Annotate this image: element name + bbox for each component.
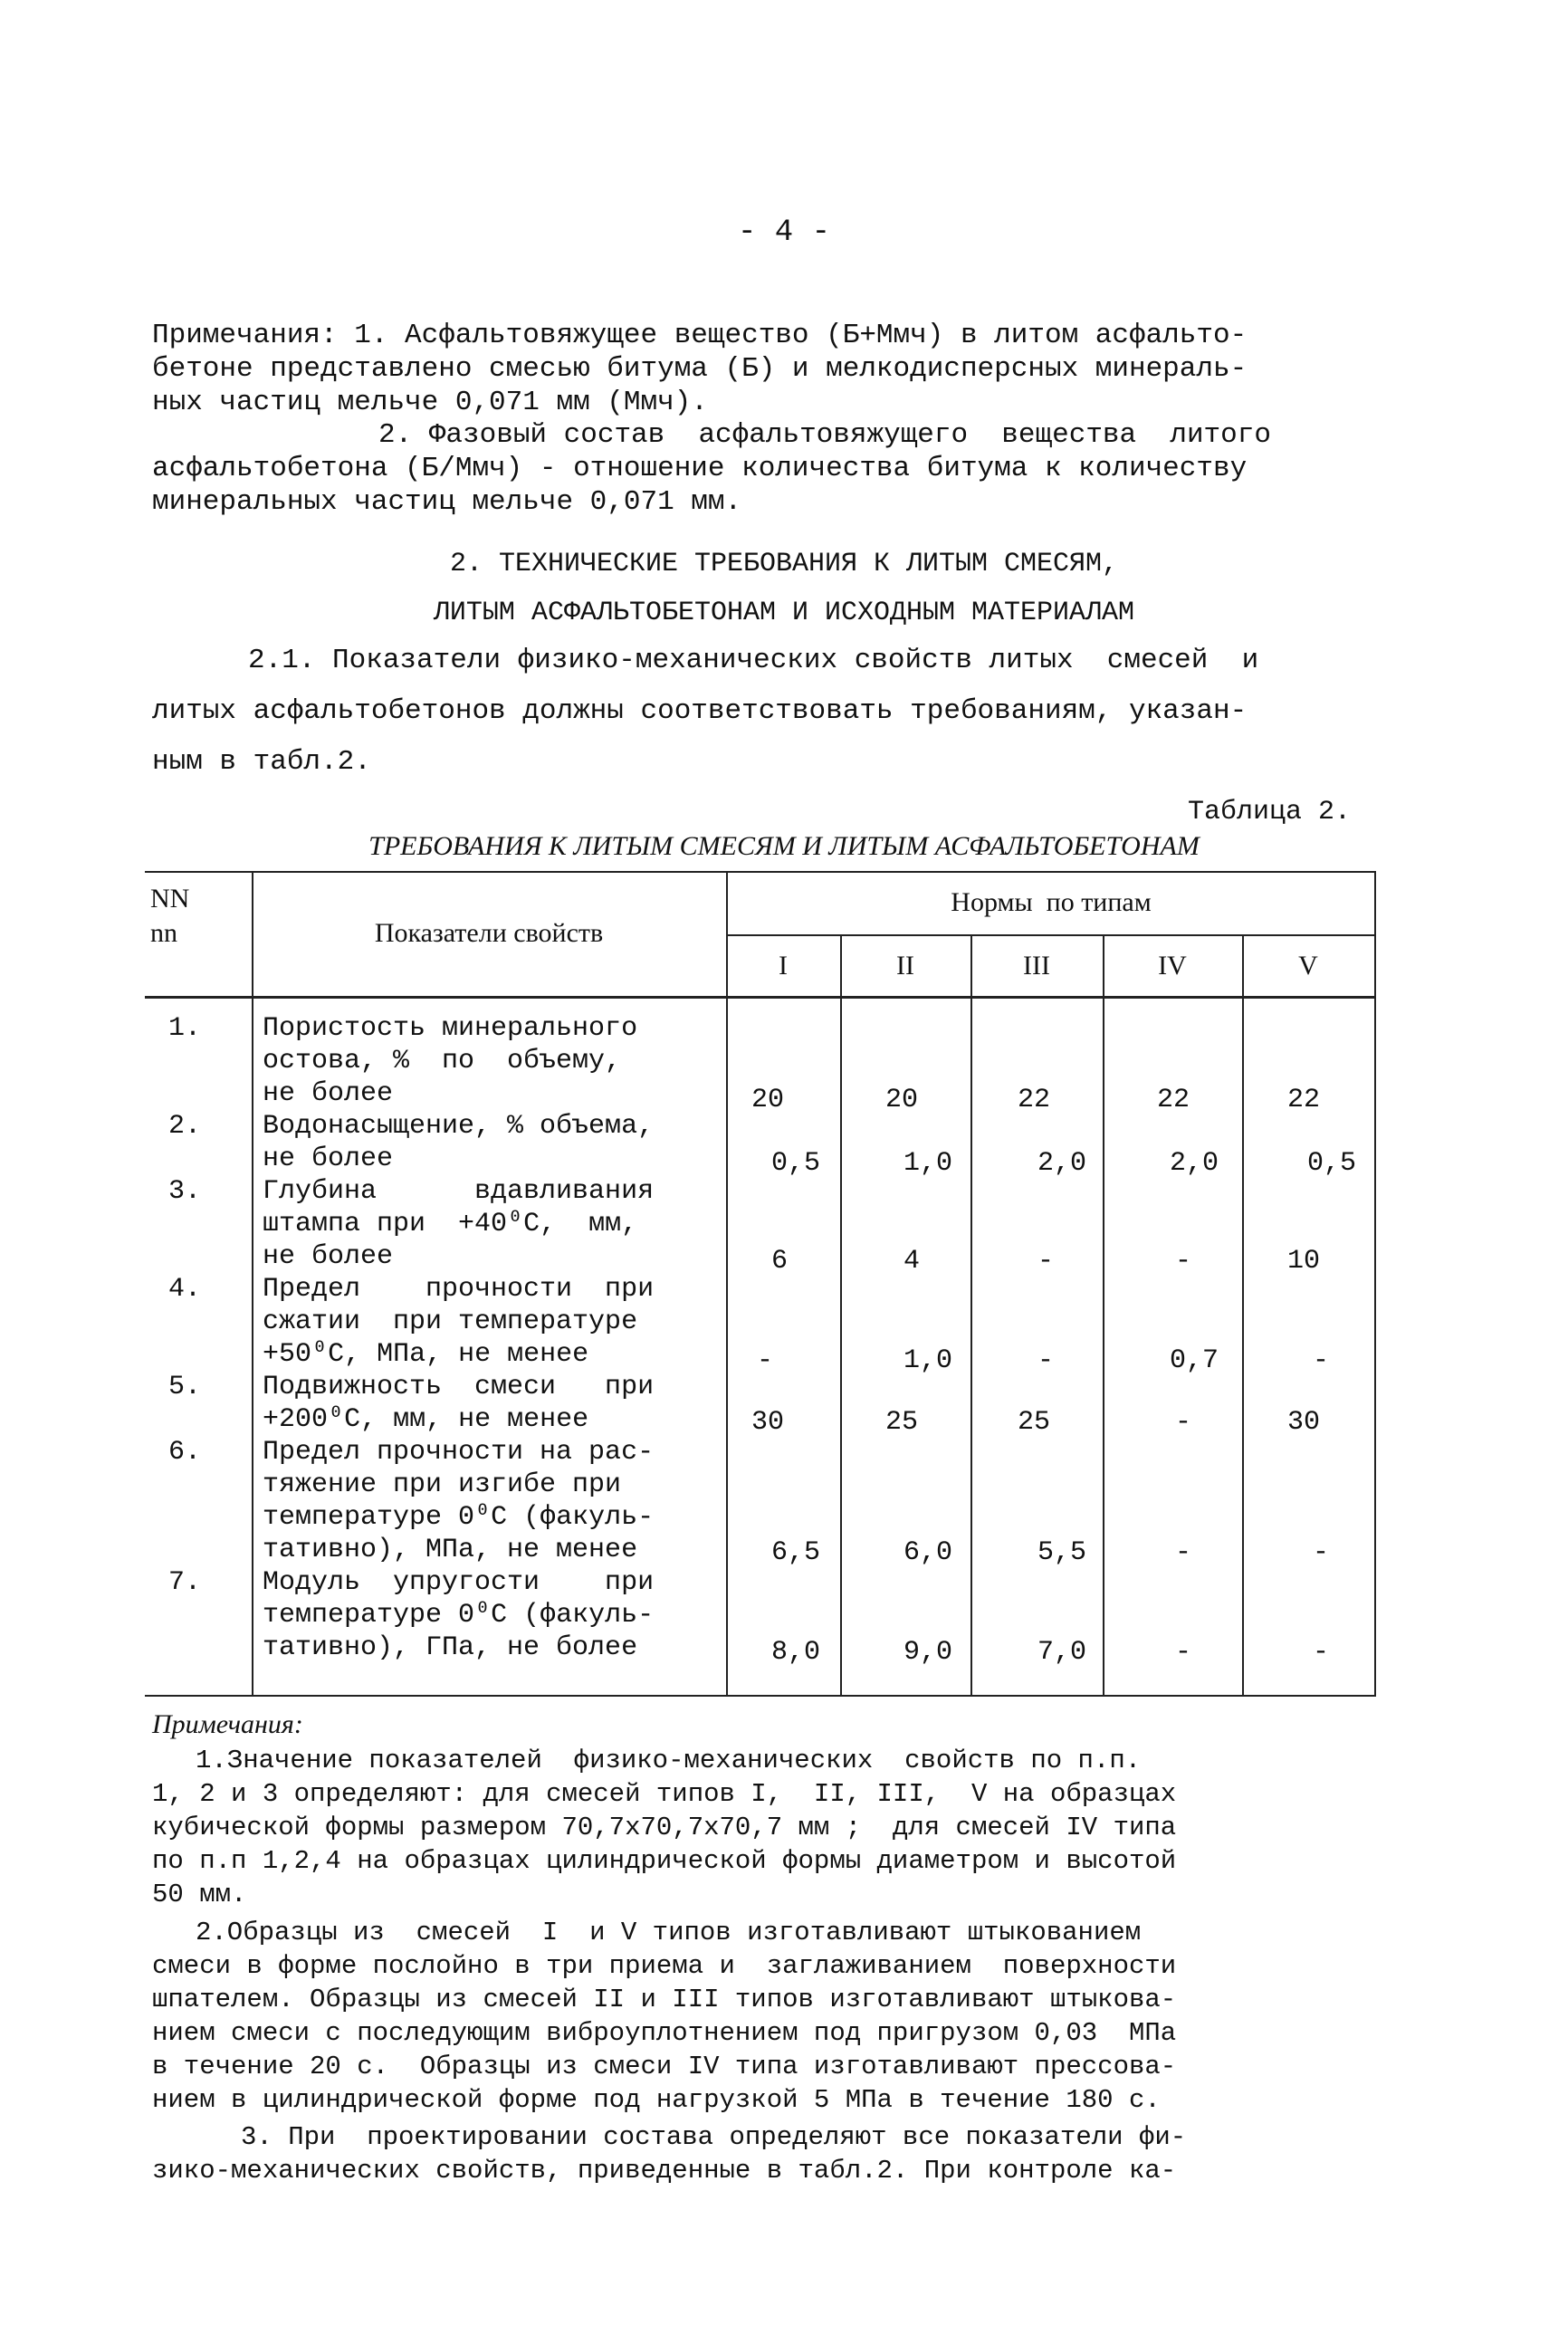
header-property: Показатели свойств: [374, 918, 604, 948]
row-property-line: Пористость минерального: [263, 1013, 638, 1044]
row-value: 30: [751, 1407, 785, 1438]
section-paragraph-line: 2.1. Показатели физико-механических свойств литых смесей и: [248, 645, 1259, 676]
table-rule: [970, 934, 972, 1697]
row-property-line: Модуль упругости при: [263, 1567, 655, 1598]
row-value: -: [1175, 1246, 1192, 1277]
table-note-line: шпателем. Образцы из смесей II и III типов изготавливают штыкова-: [152, 1985, 1177, 2014]
row-value: 7,0: [1037, 1637, 1087, 1668]
table-note-line: 2.Образцы из смесей I и V типов изготавливают штыкованием: [196, 1918, 1142, 1947]
table-note-line: 3. При проектировании состава определяют все показатели фи-: [241, 2122, 1187, 2152]
row-property-line: тативно), МПа, не менее: [263, 1535, 638, 1565]
row-value: -: [1313, 1637, 1330, 1668]
row-value: 1,0: [904, 1148, 953, 1179]
row-value: 6,0: [904, 1537, 953, 1568]
row-value: 20: [885, 1085, 919, 1115]
header-norms: Нормы по типам: [951, 887, 1152, 917]
header-type: III: [1023, 951, 1050, 981]
row-value: 25: [1018, 1407, 1051, 1438]
row-property-line: температуре 0⁰С (факуль-: [263, 1600, 655, 1631]
row-value: 6: [771, 1246, 789, 1277]
row-property-line: тативно), ГПа, не более: [263, 1632, 638, 1663]
row-value: -: [1175, 1537, 1192, 1568]
row-property-line: Водонасыщение, % объема,: [263, 1111, 655, 1142]
row-property-line: не более: [263, 1143, 394, 1174]
page-number: - 4 -: [737, 215, 831, 250]
row-property-line: штампа при +40⁰С, мм,: [263, 1209, 638, 1239]
table-rule: [726, 871, 728, 1697]
table-rule: [1242, 934, 1244, 1697]
table-note-line: нием в цилиндрической форме под нагрузкой 5 МПа в течение 180 с.: [152, 2085, 1161, 2115]
table-rule: [145, 1695, 1376, 1697]
row-property-line: Предел прочности на рас-: [263, 1437, 655, 1468]
row-value: 2,0: [1170, 1148, 1219, 1179]
header-type: V: [1298, 951, 1318, 981]
table-rule: [1103, 934, 1104, 1697]
row-value: -: [1175, 1637, 1192, 1668]
row-value: -: [1175, 1407, 1192, 1438]
section-paragraph-line: литых асфальтобетонов должны соответствовать требованиям, указан-: [152, 695, 1248, 727]
row-number: 2.: [168, 1111, 202, 1142]
row-value: 0,5: [771, 1148, 821, 1179]
intro-note-line: Примечания: 1. Асфальтовяжущее вещество (Б+Ммч) в литом асфальто-: [152, 320, 1248, 351]
row-value: 0,5: [1307, 1148, 1357, 1179]
row-number: 1.: [168, 1013, 202, 1044]
row-number: 4.: [168, 1274, 202, 1305]
row-number: 7.: [168, 1567, 202, 1598]
row-value: -: [1313, 1537, 1330, 1568]
table-caption: Таблица 2.: [1187, 797, 1351, 828]
header-type: I: [779, 951, 788, 981]
row-value: -: [757, 1345, 774, 1376]
row-value: 9,0: [904, 1637, 953, 1668]
section-heading: 2. ТЕХНИЧЕСКИЕ ТРЕБОВАНИЯ К ЛИТЫМ СМЕСЯМ,: [449, 549, 1119, 579]
intro-note-line: асфальтобетона (Б/Ммч) - отношение количества битума к количеству: [152, 453, 1248, 484]
row-number: 5.: [168, 1372, 202, 1402]
row-number: 3.: [168, 1176, 202, 1207]
table-note-line: кубической формы размером 70,7х70,7х70,7 мм ; для смесей IV типа: [152, 1813, 1177, 1842]
table-note-line: 1.Значение показателей физико-механических свойств по п.п.: [196, 1746, 1142, 1775]
row-property-line: +50⁰С, МПа, не менее: [263, 1339, 589, 1370]
intro-note-line: минеральных частиц мельче 0,071 мм.: [152, 486, 742, 518]
table-note-line: в течение 20 с. Образцы из смеси IV типа изготавливают прессова-: [152, 2052, 1177, 2081]
row-value: 10: [1287, 1246, 1321, 1277]
header-nn: nn: [150, 918, 177, 948]
table-rule: [1374, 871, 1376, 1697]
table-rule: [145, 996, 1376, 999]
row-value: 22: [1287, 1085, 1321, 1115]
row-property-line: сжатии при температуре: [263, 1306, 638, 1337]
row-value: 22: [1157, 1085, 1190, 1115]
row-property-line: Глубина вдавливания: [263, 1176, 655, 1207]
row-property-line: Предел прочности при: [263, 1274, 655, 1305]
table-note-line: нием смеси с последующим виброуплотнением под пригрузом 0,03 МПа: [152, 2018, 1177, 2048]
row-number: 6.: [168, 1437, 202, 1468]
row-property-line: температуре 0⁰С (факуль-: [263, 1502, 655, 1533]
header-nn: NN: [150, 884, 190, 914]
table-note-line: смеси в форме послойно в три приема и заглаживанием поверхности: [152, 1951, 1177, 1981]
row-property-line: не более: [263, 1078, 394, 1109]
row-value: 4: [904, 1246, 921, 1277]
table-note-line: по п.п 1,2,4 на образцах цилиндрической формы диаметром и высотой: [152, 1846, 1177, 1876]
table-rule: [252, 871, 253, 1697]
row-value: 1,0: [904, 1345, 953, 1376]
row-value: -: [1313, 1345, 1330, 1376]
row-property-line: +200⁰С, мм, не менее: [263, 1404, 589, 1435]
table-rule: [726, 934, 1376, 936]
row-property-line: остова, % по объему,: [263, 1046, 622, 1076]
row-value: -: [1037, 1345, 1055, 1376]
row-property-line: тяжение при изгибе при: [263, 1469, 622, 1500]
table-rule: [840, 934, 842, 1697]
row-value: 25: [885, 1407, 919, 1438]
table-note-line: 50 мм.: [152, 1880, 247, 1909]
row-value: 22: [1018, 1085, 1051, 1115]
row-value: 0,7: [1170, 1345, 1219, 1376]
row-value: 2,0: [1037, 1148, 1087, 1179]
table-title: ТРЕБОВАНИЯ К ЛИТЫМ СМЕСЯМ И ЛИТЫМ АСФАЛЬТОБЕТОНАМ: [368, 831, 1200, 861]
intro-note-line: бетоне представлено смесью битума (Б) и мелкодисперсных минераль-: [152, 353, 1248, 385]
intro-note-line: 2. Фазовый состав асфальтовяжущего вещества литого: [378, 419, 1271, 451]
row-property-line: не более: [263, 1241, 394, 1272]
row-value: 5,5: [1037, 1537, 1087, 1568]
header-type: II: [896, 951, 914, 981]
row-value: 8,0: [771, 1637, 821, 1668]
table-note-line: 1, 2 и 3 определяют: для смесей типов I, II, III, V на образцах: [152, 1779, 1177, 1809]
intro-note-line: ных частиц мельче 0,071 мм (Ммч).: [152, 387, 708, 418]
header-type: IV: [1158, 951, 1187, 981]
table-note-line: зико-механических свойств, приведенные в табл.2. При контроле ка-: [152, 2156, 1177, 2186]
section-heading: ЛИТЫМ АСФАЛЬТОБЕТОНАМ И ИСХОДНЫМ МАТЕРИАЛАМ: [433, 598, 1135, 628]
requirements-table: [145, 871, 1376, 1697]
table-rule: [145, 871, 1376, 873]
row-value: 6,5: [771, 1537, 821, 1568]
row-value: -: [1037, 1246, 1055, 1277]
table-notes-title: Примечания:: [152, 1709, 303, 1739]
section-paragraph-line: ным в табл.2.: [152, 746, 371, 778]
row-value: 20: [751, 1085, 785, 1115]
row-value: 30: [1287, 1407, 1321, 1438]
row-property-line: Подвижность смеси при: [263, 1372, 655, 1402]
